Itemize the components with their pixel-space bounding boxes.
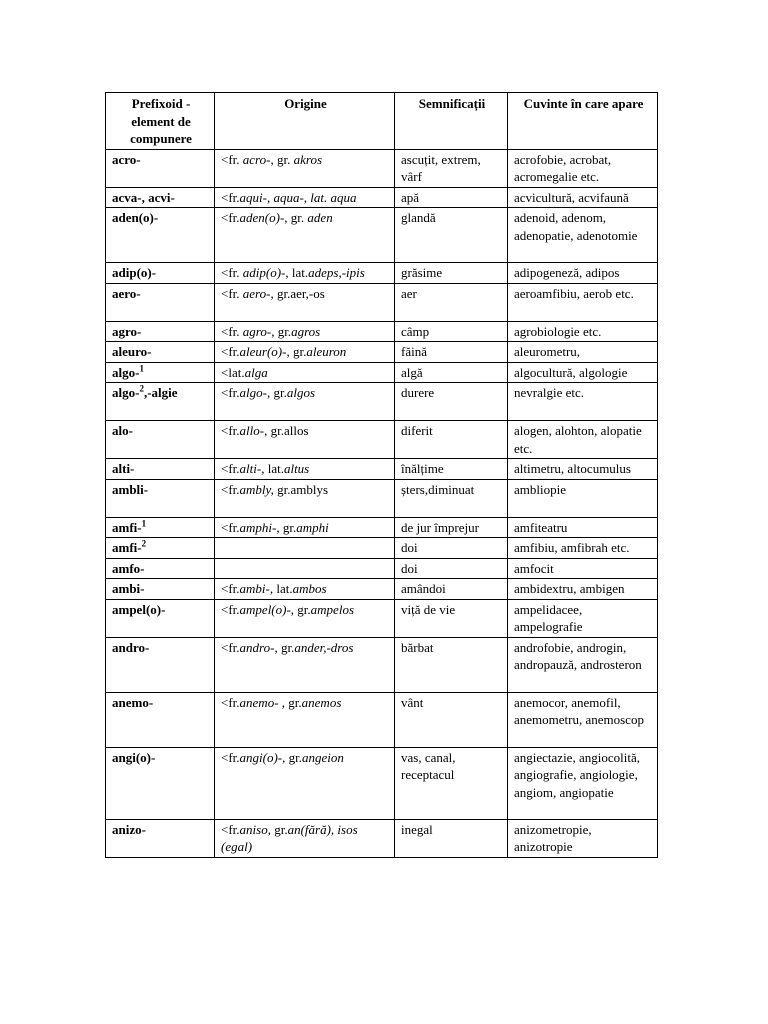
prefix-text: amfo- (112, 560, 145, 576)
cell-prefix (106, 283, 215, 321)
origin-term: amphi (239, 519, 273, 535)
origin-term: ambly, (239, 481, 274, 497)
origin-text: , gr. (270, 151, 294, 167)
cell-origin (215, 819, 395, 857)
origin-term: amphi (296, 519, 329, 535)
cell-origin (215, 263, 395, 284)
origin-text: <fr. (221, 581, 240, 596)
cell-meaning: viță de vie (395, 599, 508, 637)
origin-term: ampel(o)- (239, 601, 291, 617)
cell-words: aeroamfibiu, aerob etc. (508, 283, 658, 321)
cell-meaning: grăsime (395, 263, 508, 284)
cell-origin (215, 459, 395, 480)
cell-prefix (106, 342, 215, 363)
cell-prefix (106, 263, 215, 284)
origin-term: an(fără), isos (egal) (221, 821, 358, 854)
prefix-text: anemo- (112, 694, 154, 710)
origin-text: , gr. (274, 639, 295, 655)
table-row (106, 637, 658, 692)
prefix-table (105, 92, 658, 858)
cell-words: anemocor, anemofil, anemometru, anemoscop (508, 692, 658, 747)
cell-prefix (106, 599, 215, 637)
prefix-text: angi(o)- (112, 749, 156, 765)
table-row (106, 479, 658, 517)
origin-term: aden (307, 210, 333, 225)
table-row (106, 538, 658, 559)
table-row (106, 187, 658, 208)
prefix-text: alti- (112, 461, 135, 476)
prefix-text: algo- (112, 364, 140, 380)
origin-term: agros (291, 323, 321, 339)
cell-origin (215, 383, 395, 421)
prefix-text: amfi- (112, 519, 142, 535)
origin-term: anemos (301, 694, 342, 710)
cell-origin (215, 149, 395, 187)
table-row (106, 558, 658, 579)
origin-term: ambi- (239, 581, 270, 596)
cell-prefix (106, 421, 215, 459)
origin-text: <fr. (221, 749, 240, 765)
cell-meaning: durere (395, 383, 508, 421)
origin-text: , gr. (266, 385, 287, 400)
cell-meaning: făină (395, 342, 508, 363)
cell-prefix (106, 208, 215, 263)
prefix-text: algo- (112, 385, 140, 400)
header-meaning: Semnificații (395, 93, 508, 150)
cell-prefix (106, 637, 215, 692)
origin-text: <fr. (221, 151, 243, 167)
origin-term: aleuron (306, 344, 347, 359)
prefix-text: ambi- (112, 581, 145, 596)
cell-prefix (106, 579, 215, 600)
origin-text: <fr. (221, 189, 240, 205)
prefix-superscript: 2 (139, 383, 144, 394)
cell-meaning: vânt (395, 692, 508, 747)
cell-meaning: amândoi (395, 579, 508, 600)
cell-words: amfocit (508, 558, 658, 579)
origin-text: , lat. (285, 265, 309, 280)
cell-meaning: inegal (395, 819, 508, 857)
origin-text: , lat. (261, 461, 284, 476)
cell-words: adipogeneză, adipos (508, 263, 658, 284)
prefix-superscript: 2 (141, 538, 147, 549)
cell-meaning: înălțime (395, 459, 508, 480)
cell-words: amfibiu, amfibrah etc. (508, 538, 658, 559)
table-row (106, 342, 658, 363)
cell-words: anizometropie, anizotropie (508, 819, 658, 857)
cell-words: adenoid, adenom, adenopatie, adenotomie (508, 208, 658, 263)
cell-words: amfiteatru (508, 517, 658, 538)
origin-term: anemo- (239, 694, 279, 710)
prefix-text: alo- (112, 423, 133, 438)
cell-origin (215, 342, 395, 363)
cell-meaning: doi (395, 538, 508, 559)
table-row (106, 283, 658, 321)
origin-term: adeps,-ipis (308, 265, 365, 280)
prefix-superscript: 1 (139, 363, 144, 374)
origin-text: <fr. (221, 210, 240, 225)
cell-words: nevralgie etc. (508, 383, 658, 421)
table-row (106, 383, 658, 421)
origin-term: ander,-dros (294, 639, 354, 655)
prefix-text: aden(o)- (112, 210, 159, 225)
cell-prefix (106, 321, 215, 342)
prefix-text: andro- (112, 639, 150, 655)
cell-meaning: de jur împrejur (395, 517, 508, 538)
prefix-text: aleuro- (112, 344, 152, 359)
cell-meaning: doi (395, 558, 508, 579)
table-row (106, 579, 658, 600)
cell-meaning: diferit (395, 421, 508, 459)
prefix-text: amfi- (112, 540, 142, 555)
cell-prefix (106, 692, 215, 747)
table-row (106, 362, 658, 383)
cell-origin (215, 538, 395, 559)
origin-text: <lat. (221, 364, 245, 380)
origin-text: <fr. (221, 519, 240, 535)
cell-origin (215, 579, 395, 600)
origin-term: angi(o)- (239, 749, 283, 765)
origin-text: <fr. (221, 385, 240, 400)
cell-origin (215, 362, 395, 383)
origin-text: , lat. (269, 581, 293, 596)
cell-words: altimetru, altocumulus (508, 459, 658, 480)
origin-term: allo- (239, 423, 265, 438)
origin-term: adip(o)- (242, 265, 286, 280)
cell-prefix (106, 538, 215, 559)
origin-term: aqui-, aqua-, lat. aqua (239, 189, 357, 205)
origin-term: algos (286, 385, 316, 400)
cell-meaning: glandă (395, 208, 508, 263)
cell-meaning: aer (395, 283, 508, 321)
origin-text: gr.amblys (273, 481, 329, 497)
origin-term: ambos (292, 581, 327, 596)
table-row (106, 149, 658, 187)
origin-text: <fr. (221, 481, 240, 497)
origin-term: algo- (239, 385, 267, 400)
cell-origin (215, 747, 395, 819)
table-row (106, 599, 658, 637)
cell-words: aleurometru, (508, 342, 658, 363)
origin-term: andro- (239, 639, 275, 655)
cell-origin (215, 599, 395, 637)
origin-text: , gr. (271, 323, 292, 339)
cell-meaning: ascuțit, extrem, vârf (395, 149, 508, 187)
cell-prefix (106, 479, 215, 517)
origin-text: <fr. (221, 323, 243, 339)
cell-prefix (106, 149, 215, 187)
cell-origin (215, 479, 395, 517)
origin-text: , gr. (278, 694, 302, 710)
origin-text: -, gr. (272, 519, 297, 535)
origin-term: agro- (242, 323, 272, 339)
prefix-superscript: 1 (141, 518, 147, 529)
cell-origin (215, 421, 395, 459)
cell-origin (215, 187, 395, 208)
prefix-text: acva-, acvi- (112, 189, 175, 205)
cell-meaning: vas, canal, receptacul (395, 747, 508, 819)
cell-words: angiectazie, angiocolită, angiografie, angiologie, angiom, angiopatie (508, 747, 658, 819)
cell-origin (215, 637, 395, 692)
cell-prefix (106, 383, 215, 421)
table-row (106, 819, 658, 857)
table-row (106, 263, 658, 284)
cell-prefix (106, 747, 215, 819)
prefix-text: ampel(o)- (112, 601, 166, 617)
origin-term: alti- (239, 461, 262, 476)
header-row (106, 93, 658, 150)
cell-words: algocultură, algologie (508, 362, 658, 383)
cell-meaning: bărbat (395, 637, 508, 692)
table-row (106, 692, 658, 747)
prefix-text: adip(o)- (112, 265, 157, 280)
cell-origin (215, 692, 395, 747)
cell-prefix (106, 459, 215, 480)
origin-text: , gr. (282, 749, 303, 765)
header-words: Cuvinte în care apare (508, 93, 658, 150)
table-row (106, 459, 658, 480)
cell-words: ampelidacee, ampelografie (508, 599, 658, 637)
origin-text: <fr. (221, 694, 240, 710)
prefix-text: acro- (112, 151, 141, 167)
cell-words: acvicultură, acvifaună (508, 187, 658, 208)
origin-text: , gr.allos (264, 423, 309, 438)
origin-text: <fr. (221, 639, 240, 655)
cell-prefix (106, 558, 215, 579)
cell-prefix (106, 362, 215, 383)
cell-words: agrobiologie etc. (508, 321, 658, 342)
origin-term: altus (283, 461, 310, 476)
table-row (106, 747, 658, 819)
origin-text: , gr. (284, 210, 308, 225)
cell-meaning: apă (395, 187, 508, 208)
prefix-suffix-text: ,-algie (143, 385, 178, 400)
cell-prefix (106, 819, 215, 857)
origin-text: , gr.aer,-os (270, 285, 325, 301)
cell-words: acrofobie, acrobat, acromegalie etc. (508, 149, 658, 187)
prefix-text: ambli- (112, 481, 149, 497)
origin-term: aero- (242, 285, 271, 301)
prefix-text: agro- (112, 323, 142, 339)
cell-origin (215, 558, 395, 579)
origin-text: <fr. (221, 423, 240, 438)
cell-words: ambidextru, ambigen (508, 579, 658, 600)
table-row (106, 517, 658, 538)
origin-text: , gr. (290, 601, 311, 617)
origin-term: aden(o)- (239, 210, 285, 225)
header-origin: Origine (215, 93, 395, 150)
origin-text: <fr. (221, 821, 240, 837)
origin-term: aniso (239, 821, 268, 837)
cell-origin (215, 283, 395, 321)
prefix-text: anizo- (112, 821, 146, 837)
origin-text: , gr. (267, 821, 288, 837)
table-row (106, 421, 658, 459)
cell-prefix (106, 187, 215, 208)
origin-term: akros (293, 151, 322, 167)
cell-prefix (106, 517, 215, 538)
cell-meaning: câmp (395, 321, 508, 342)
origin-term: acro- (242, 151, 271, 167)
origin-term: alga (244, 364, 268, 380)
cell-words: androfobie, androgin, andropauză, androsteron (508, 637, 658, 692)
header-prefix: Prefixoid -element de compunere (106, 93, 215, 150)
origin-text: <fr. (221, 265, 243, 280)
prefix-text: aero- (112, 285, 141, 301)
cell-meaning: șters,diminuat (395, 479, 508, 517)
origin-term: ampelos (310, 601, 355, 617)
origin-text: , gr. (286, 344, 307, 359)
origin-text: <fr. (221, 461, 240, 476)
table-row (106, 208, 658, 263)
origin-text: <fr. (221, 601, 240, 617)
cell-words: alogen, alohton, alopatie etc. (508, 421, 658, 459)
cell-origin (215, 517, 395, 538)
cell-origin (215, 208, 395, 263)
cell-origin (215, 321, 395, 342)
origin-term: angeion (302, 749, 344, 765)
cell-meaning: algă (395, 362, 508, 383)
origin-text: <fr. (221, 285, 243, 301)
origin-text: <fr. (221, 344, 240, 359)
table-row (106, 321, 658, 342)
origin-term: aleur(o)- (239, 344, 287, 359)
cell-words: ambliopie (508, 479, 658, 517)
